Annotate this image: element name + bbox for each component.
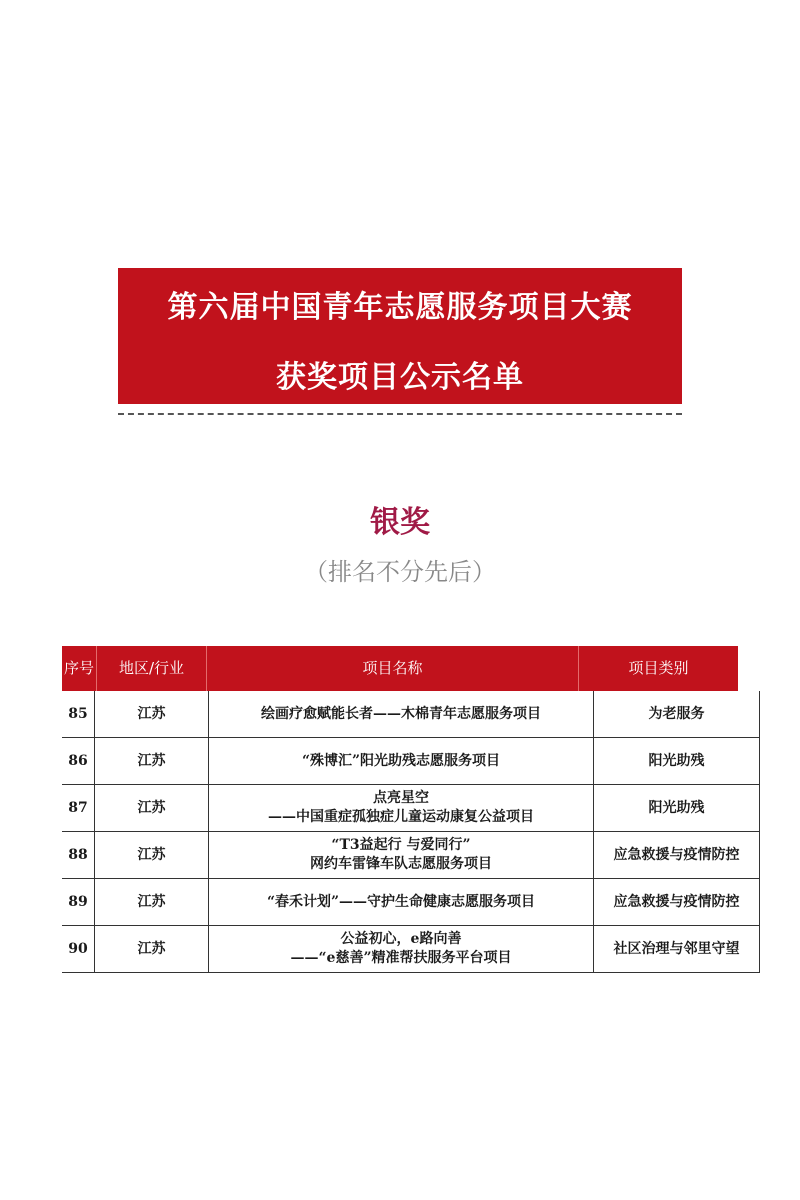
- ranking-note: （排名不分先后）: [304, 558, 496, 586]
- cell-category: 阳光助残: [593, 738, 760, 785]
- table-header: [62, 646, 738, 691]
- table-row: [62, 926, 760, 973]
- header-number: 序号: [63, 659, 94, 677]
- cell-region: 江苏: [94, 738, 208, 785]
- cell-project-name: [208, 691, 593, 738]
- cell-project-name: [208, 738, 593, 785]
- project-name-line: ——中国重症孤独症儿童运动康复公益项目: [268, 809, 534, 825]
- table-row: [62, 832, 760, 879]
- project-name-line: “T3益起行 与爱同行”: [331, 837, 471, 853]
- project-name-line: 公益初心，e路向善: [340, 931, 462, 947]
- header-category: 项目类别: [578, 646, 738, 691]
- cell-project-name: [208, 926, 593, 973]
- cell-number: 85: [62, 691, 94, 738]
- cell-project-name: [208, 785, 593, 832]
- cell-number: 89: [62, 879, 94, 926]
- table-row: [62, 785, 760, 832]
- title-line-2: 获奖项目公示名单: [276, 360, 524, 395]
- cell-number: 87: [62, 785, 94, 832]
- cell-category: 应急救援与疫情防控: [593, 879, 760, 926]
- cell-number: 88: [62, 832, 94, 879]
- project-name-line: ——“e慈善”精准帮扶服务平台项目: [290, 950, 512, 966]
- table-body: [62, 691, 760, 977]
- table-row: [62, 738, 760, 785]
- cell-category: 为老服务: [593, 691, 760, 738]
- cell-category: 应急救援与疫情防控: [593, 832, 760, 879]
- title-line-1: 第六届中国青年志愿服务项目大赛: [167, 290, 633, 325]
- cell-region: 江苏: [94, 785, 208, 832]
- cell-region: 江苏: [94, 691, 208, 738]
- table-row: [62, 691, 760, 738]
- cell-category: 社区治理与邻里守望: [593, 926, 760, 973]
- header-region: 地区/行业: [96, 646, 206, 691]
- award-heading: 银奖: [370, 505, 430, 540]
- cell-category: 阳光助残: [593, 785, 760, 832]
- cell-number: 90: [62, 926, 94, 973]
- cell-project-name: [208, 879, 593, 926]
- project-name-line: 绘画疗愈赋能长者——木棉青年志愿服务项目: [261, 705, 541, 722]
- cell-region: 江苏: [94, 879, 208, 926]
- project-name-line: “春禾计划”——守护生命健康志愿服务项目: [266, 893, 536, 910]
- dashed-divider: [118, 413, 682, 415]
- project-name-line: 网约车雷锋车队志愿服务项目: [310, 856, 492, 872]
- cell-project-name: [208, 832, 593, 879]
- table-row: [62, 879, 760, 926]
- project-name-line: 点亮星空: [373, 790, 429, 806]
- cell-region: 江苏: [94, 926, 208, 973]
- cell-region: 江苏: [94, 832, 208, 879]
- cell-number: 86: [62, 738, 94, 785]
- project-name-line: “殊博汇”阳光助残志愿服务项目: [301, 752, 501, 769]
- header-project-name: 项目名称: [206, 646, 578, 691]
